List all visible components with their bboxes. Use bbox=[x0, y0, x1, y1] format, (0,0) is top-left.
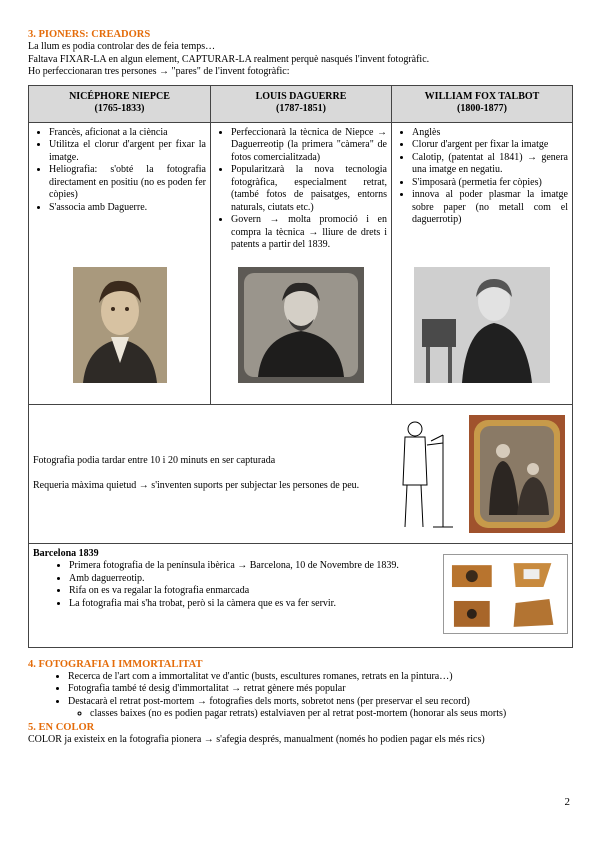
talbot-item: • S'imposarà (permetia fer còpies) bbox=[412, 177, 568, 190]
section-4-title: 4. FOTOGRAFIA I IMMORTALITAT bbox=[28, 658, 203, 670]
daguerre-item: • Govern → molta promoció i en compra la tècnica → lliure de drets i patents a partir del 1839. bbox=[231, 214, 387, 252]
immortality-subitem: ◦ classes baixes (no es podien pagar retrats) estalviaven per al retrat post-mortem (honorar als seus morts) bbox=[90, 708, 572, 721]
niepce-item: • Heliografia: s'obté la fotografia directament en positiu (no es poden fer còpies) bbox=[49, 164, 206, 202]
page-body bbox=[28, 28, 572, 746]
niepce-header bbox=[29, 85, 211, 122]
color-text: COLOR ja existeix en la fotografia pionera → s'afegia després, manualment (només ho podien pagar els més rics) bbox=[28, 733, 485, 745]
exposure-line-2: Requeria màxima quietud → s'inventen suports per subjectar les persones de peu. bbox=[33, 479, 360, 491]
daguerre-dates: (1787-1851) bbox=[276, 102, 326, 114]
niepce-dates: (1765-1833) bbox=[94, 102, 145, 114]
posing-stand-illustration bbox=[387, 415, 465, 533]
talbot-item: • innova al poder plasmar la imatge sobre paper (no metall com el daguerrotip) bbox=[412, 189, 568, 227]
exposure-line-1: Fotografia podia tardar entre 10 i 20 minuts en ser capturada bbox=[33, 455, 276, 466]
section-5-title: 5. EN COLOR bbox=[28, 721, 95, 733]
barcelona-item: • Primera fotografia de la península ibèrica → Barcelona, 10 de Novembre de 1839. bbox=[69, 560, 435, 573]
barcelona-cell bbox=[29, 543, 573, 647]
talbot-dates: (1800-1877) bbox=[457, 102, 507, 114]
barcelona-item: • La fotografia mai s'ha trobat, però si la càmera que es va fer servir. bbox=[69, 598, 435, 611]
niepce-portrait bbox=[73, 267, 167, 383]
victorian-photo bbox=[469, 415, 565, 533]
niepce-item: • Utilitza el clorur d'argent per fixar la imatge. bbox=[49, 139, 206, 164]
daguerre-cell bbox=[211, 122, 392, 404]
exposure-cell bbox=[29, 404, 573, 543]
talbot-item: • Anglès bbox=[412, 127, 568, 140]
talbot-cell bbox=[392, 122, 573, 404]
intro-line-2: Faltava FIXAR-LA en algun element, CAPTURAR-LA realment perquè nasqués l'invent fotogràfic. bbox=[28, 53, 430, 65]
daguerre-item: • Perfeccionarà la tècnica de Niepce → Daguerreotip (la primera "càmera" de fotos comercialitzada) bbox=[231, 127, 387, 165]
page-number: 2 bbox=[564, 796, 570, 808]
pioneers-table bbox=[28, 85, 573, 648]
immortality-item: • Destacarà el retrat post-mortem → fotografies dels morts, sobretot nens (per preservar el seu record) bbox=[68, 696, 572, 709]
niepce-cell bbox=[29, 122, 211, 404]
niepce-item: • Francès, aficionat a la ciència bbox=[49, 127, 206, 140]
niepce-item: • S'associa amb Daguerre. bbox=[49, 202, 206, 215]
talbot-portrait bbox=[414, 267, 550, 383]
talbot-item: • Calotip, (patentat al 1841) → genera una imatge en negatiu. bbox=[412, 152, 568, 177]
intro-line-3: Ho perfeccionaran tres persones → "pares" de l'invent fotogràfic: bbox=[28, 66, 290, 77]
daguerre-item: • Popularitzarà la nova tecnologia fotogràfica, especialment retrat, (també fotos de paisatges, entorns naturals, ciutats etc.) bbox=[231, 164, 387, 214]
talbot-header bbox=[392, 85, 573, 122]
talbot-item: • Clorur d'argent per fixar la imatge bbox=[412, 139, 568, 152]
immortality-item: • Fotografia també té desig d'immortalitat → retrat gènere més popular bbox=[68, 683, 572, 696]
talbot-name: WILLIAM FOX TALBOT bbox=[424, 90, 540, 102]
barcelona-item: • Amb daguerreotip. bbox=[69, 573, 435, 586]
niepce-name: NICÉPHORE NIEPCE bbox=[69, 90, 170, 102]
daguerre-name: LOUIS DAGUERRE bbox=[255, 90, 347, 102]
daguerre-portrait bbox=[238, 267, 364, 383]
barcelona-item: • Rifa on es va regalar la fotografia enmarcada bbox=[69, 585, 435, 598]
intro-line-1: La llum es podia controlar des de feia temps… bbox=[28, 41, 216, 52]
immortality-item: • Recerca de l'art com a immortalitat ve d'antic (busts, escultures romanes, retrats en la pintura…) bbox=[68, 671, 572, 684]
section-3-title: 3. PIONERS: CREADORS bbox=[28, 29, 151, 40]
daguerre-header bbox=[211, 85, 392, 122]
barcelona-title: Barcelona 1839 bbox=[33, 547, 99, 559]
daguerreotype-cameras-illustration bbox=[443, 554, 568, 634]
